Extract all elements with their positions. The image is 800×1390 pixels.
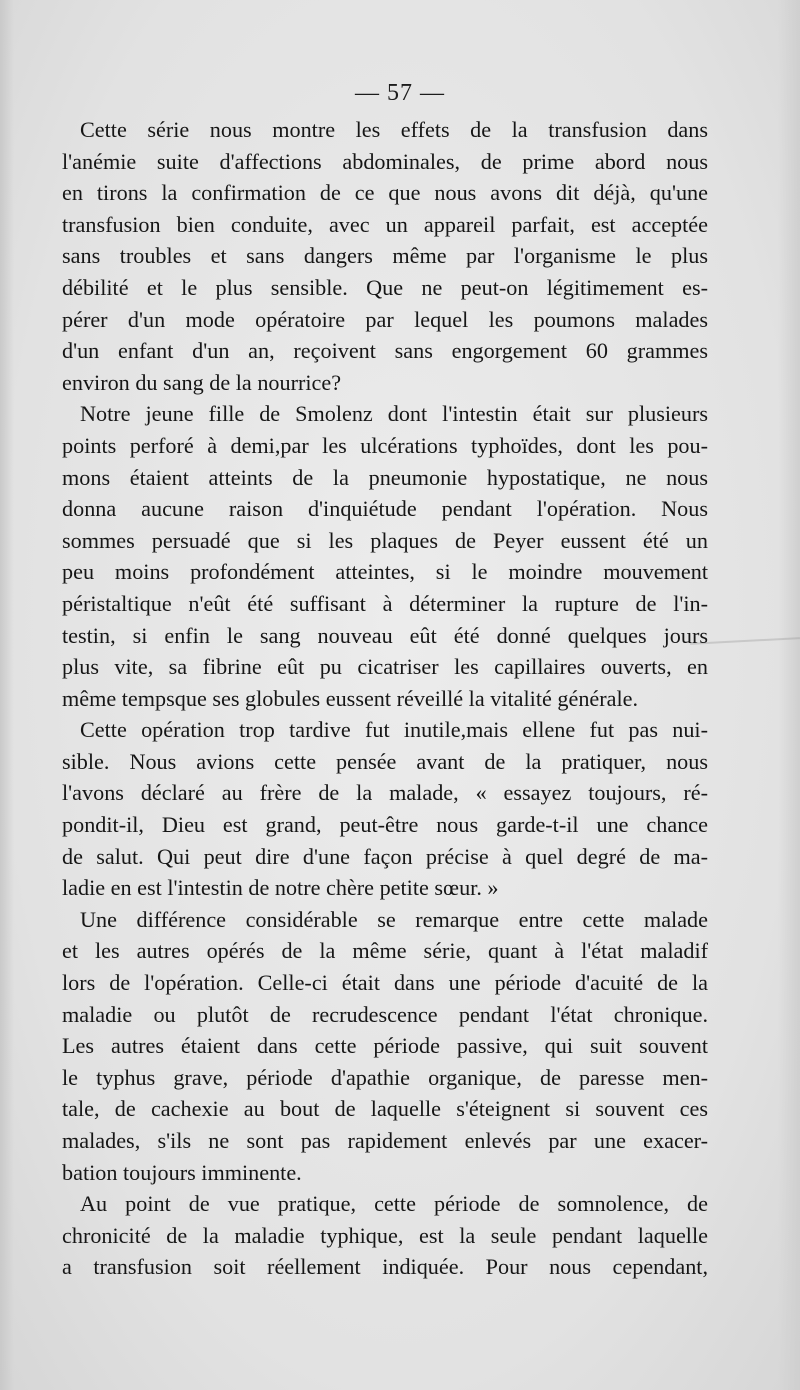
- text-line: en tirons la confirmation de ce que nous avons dit déjà, qu'une: [62, 180, 708, 206]
- text-line: mons étaient atteints de la pneumonie hypostatique, ne nous: [62, 464, 708, 490]
- page-edge-shadow-left: [0, 0, 14, 1390]
- text-line: plus vite, sa fibrine eût pu cicatriser les capillaires ouverts, en: [62, 654, 708, 680]
- text-line: Les autres étaient dans cette période passive, qui suit souvent: [62, 1033, 708, 1059]
- text-line: tale, de cachexie au bout de laquelle s'éteignent si souvent ces: [62, 1096, 708, 1122]
- text-line: a transfusion soit réellement indiquée. Pour nous cependant,: [62, 1254, 708, 1280]
- text-line: le typhus grave, période d'apathie organique, de paresse men-: [62, 1064, 708, 1090]
- text-line: sommes persuadé que si les plaques de Peyer eussent été un: [62, 527, 708, 553]
- text-line: l'anémie suite d'affections abdominales, de prime abord nous: [62, 148, 708, 174]
- text-line: bation toujours imminente.: [62, 1159, 302, 1185]
- text-line: malades, s'ils ne sont pas rapidement enlevés par une exacer-: [62, 1128, 708, 1153]
- text-line: pondit-il, Dieu est grand, peut-être nous garde-t-il une chance: [62, 812, 708, 838]
- page-edge-shadow-right: [778, 0, 800, 1390]
- text-line: chronicité de la maladie typhique, est la seule pendant laquelle: [62, 1222, 708, 1248]
- body-text: [62, 114, 708, 1283]
- text-line: l'avons déclaré au frère de la malade, « essayez toujours, ré-: [62, 780, 708, 806]
- text-line: testin, si enfin le sang nouveau eût été donné quelques jours: [62, 622, 708, 648]
- text-line: Cette opération trop tardive fut inutile,mais ellene fut pas nui-: [80, 717, 708, 743]
- text-line: donna aucune raison d'inquiétude pendant l'opération. Nous: [62, 496, 708, 522]
- text-line: ladie en est l'intestin de notre chère petite sœur. »: [62, 875, 499, 901]
- text-line: de salut. Qui peut dire d'une façon précise à quel degré de ma-: [62, 843, 708, 869]
- text-line: points perforé à demi,par les ulcérations typhoïdes, dont les pou-: [62, 432, 708, 458]
- text-line: Cette série nous montre les effets de la transfusion dans: [80, 117, 708, 142]
- text-line: transfusion bien conduite, avec un appareil parfait, est acceptée: [62, 211, 708, 237]
- text-line: pérer d'un mode opératoire par lequel les poumons malades: [62, 306, 708, 332]
- text-line: débilité et le plus sensible. Que ne peut-on légitimement es-: [62, 274, 708, 300]
- text-line: et les autres opérés de la même série, quant à l'état maladif: [62, 938, 708, 964]
- text-line: maladie ou plutôt de recrudescence pendant l'état chronique.: [62, 1001, 708, 1027]
- text-line: sible. Nous avions cette pensée avant de la pratiquer, nous: [62, 748, 708, 774]
- text-line: peu moins profondément atteintes, si le moindre mouvement: [62, 559, 708, 585]
- text-line: environ du sang de la nourrice?: [62, 369, 342, 395]
- text-line: péristaltique n'eût été suffisant à déterminer la rupture de l'in-: [62, 590, 708, 616]
- text-line: sans troubles et sans dangers même par l'organisme le plus: [62, 243, 708, 269]
- text-line: lors de l'opération. Celle-ci était dans une période d'acuité de la: [62, 970, 708, 996]
- text-line: Une différence considérable se remarque entre cette malade: [80, 906, 708, 932]
- page-number: — 57 —: [355, 80, 445, 106]
- text-line: même tempsque ses globules eussent réveillé la vitalité générale.: [62, 685, 639, 711]
- text-line: d'un enfant d'un an, reçoivent sans engorgement 60 grammes: [62, 338, 708, 364]
- text-line: Notre jeune fille de Smolenz dont l'intestin était sur plusieurs: [80, 401, 708, 427]
- text-line: Au point de vue pratique, cette période de somnolence, de: [80, 1191, 708, 1217]
